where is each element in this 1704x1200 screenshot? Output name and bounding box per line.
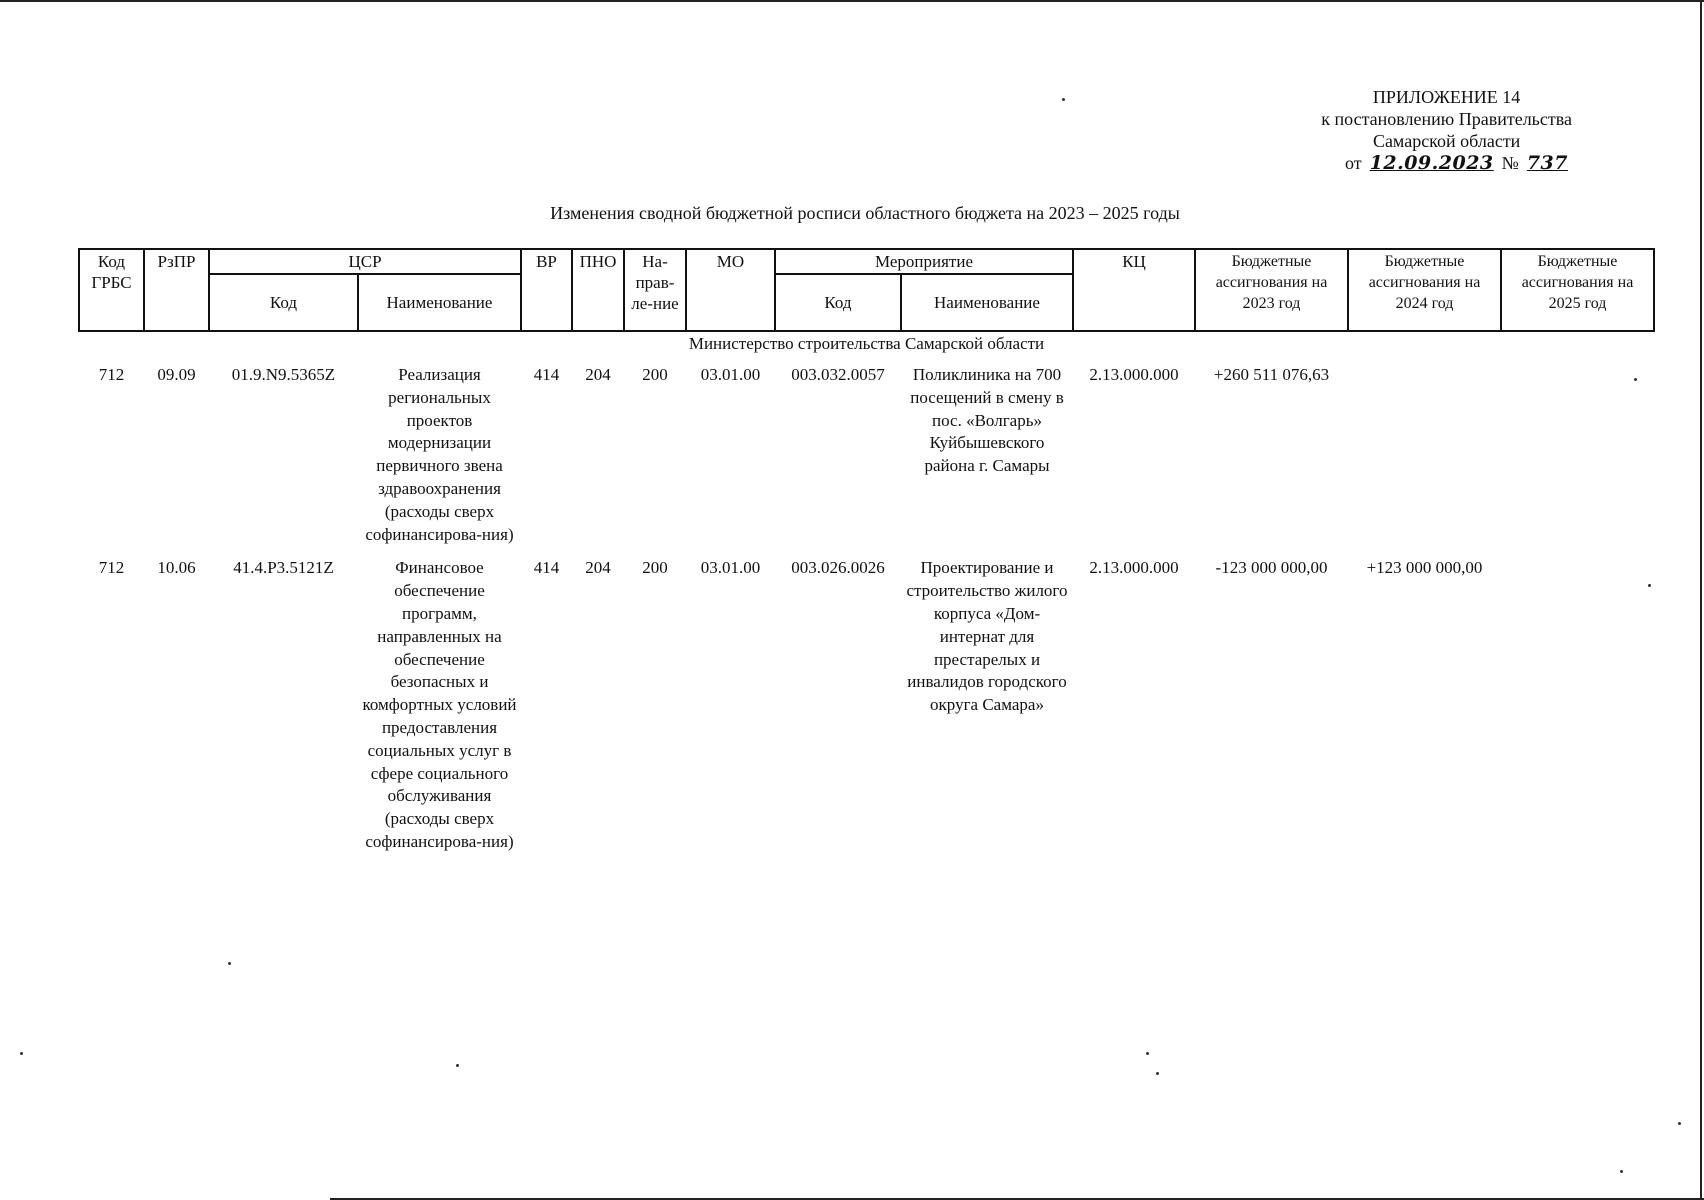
- cell-csr-name: Финансовое обеспечение программ, направленных на обеспечение безопасных и комфортных условий предоставления социальных услуг в сфере социального обслуживания (расходы сверх софинансирова-ния): [362, 558, 517, 851]
- cell-mer-kod: 003.032.0057: [791, 365, 885, 384]
- scan-speck: [1062, 98, 1065, 101]
- cell-csr-name: Реализация региональных проектов модернизации первичного звена здравоохранения (расходы сверх софинансирова-ния): [365, 365, 514, 544]
- document-title: Изменения сводной бюджетной росписи областного бюджета на 2023 – 2025 годы: [550, 203, 1180, 223]
- cell-grbs: 712: [98, 365, 125, 384]
- cell-ba-2024: +123 000 000,00: [1366, 558, 1483, 578]
- cell-grbs: 712: [98, 558, 125, 578]
- cell-rzpr: 10.06: [157, 558, 196, 578]
- cell-mer-name: Проектирование и строительство жилого корпуса «Дом-интернат для престарелых и инвалидов городского округа Самара»: [906, 558, 1068, 715]
- header-csr: ЦСР: [209, 249, 521, 274]
- cell-ba-2025: [1501, 547, 1654, 854]
- cell-napravlenie: 200: [642, 365, 668, 384]
- header-csr-kod: Код: [209, 274, 358, 331]
- scan-speck: [1146, 1052, 1149, 1055]
- handwritten-number: 737: [1526, 152, 1568, 174]
- cell-csr-kod: 41.4.P3.5121Z: [233, 558, 334, 578]
- scan-edge-right: [1700, 0, 1702, 1200]
- cell-mo: 03.01.00: [700, 365, 761, 384]
- appendix-line-2: к постановлению Правительства: [1321, 109, 1572, 129]
- header-kod-grbs: Код ГРБС: [79, 249, 144, 331]
- cell-vr: 414: [533, 365, 560, 384]
- header-mer-name: Наименование: [901, 274, 1073, 331]
- cell-napravlenie: 200: [642, 558, 668, 578]
- scan-speck: [1620, 1170, 1623, 1173]
- cell-pno: 204: [585, 365, 611, 384]
- date-prefix: от: [1345, 153, 1362, 173]
- cell-ba-2024: [1348, 358, 1501, 547]
- scan-speck: [1678, 1122, 1681, 1125]
- appendix-date-line: [1321, 152, 1572, 174]
- header-csr-name: Наименование: [358, 274, 521, 331]
- section-title: Министерство строительства Самарской области: [688, 334, 1045, 353]
- cell-mer-name: Поликлиника на 700 посещений в смену в пос. «Волгарь» Куйбышевского района г. Самары: [910, 365, 1064, 476]
- header-ba-2025: Бюджетные ассигнования на 2025 год: [1501, 249, 1654, 331]
- header-vr: ВР: [521, 249, 572, 331]
- number-prefix: №: [1501, 153, 1519, 173]
- cell-ba-2023: -123 000 000,00: [1215, 558, 1328, 578]
- budget-table: [78, 248, 1655, 855]
- scan-speck: [228, 962, 231, 965]
- table-row: [79, 358, 1654, 547]
- header-mer-kod: Код: [775, 274, 901, 331]
- table-row: [79, 547, 1654, 854]
- cell-csr-kod: 01.9.N9.5365Z: [231, 365, 336, 384]
- header-pno: ПНО: [572, 249, 624, 331]
- cell-kc: 2.13.000.000: [1089, 365, 1179, 384]
- cell-vr: 414: [533, 558, 560, 578]
- section-row: [79, 331, 1654, 358]
- cell-ba-2025: [1501, 358, 1654, 547]
- scan-speck: [20, 1052, 23, 1055]
- scan-edge-top: [0, 0, 1704, 2]
- handwritten-date: 12.09.2023: [1369, 152, 1494, 174]
- cell-kc: 2.13.000.000: [1089, 558, 1179, 578]
- header-ba-2024: Бюджетные ассигнования на 2024 год: [1348, 249, 1501, 331]
- header-meropriyatie: Мероприятие: [775, 249, 1073, 274]
- cell-mer-kod: 003.026.0026: [791, 558, 885, 578]
- header-kc: КЦ: [1073, 249, 1195, 331]
- appendix-title: ПРИЛОЖЕНИЕ 14: [1372, 87, 1521, 107]
- cell-mo: 03.01.00: [700, 558, 761, 578]
- appendix-line-3: Самарской области: [1372, 131, 1521, 151]
- header-napravlenie: На-прав-ле-ние: [624, 249, 686, 331]
- cell-rzpr: 09.09: [157, 365, 196, 384]
- header-mo: МО: [686, 249, 775, 331]
- cell-ba-2023: +260 511 076,63: [1213, 365, 1330, 384]
- cell-pno: 204: [585, 558, 611, 578]
- header-ba-2023: Бюджетные ассигнования на 2023 год: [1195, 249, 1348, 331]
- scan-speck: [1156, 1072, 1159, 1075]
- header-rzpr: РзПР: [144, 249, 209, 331]
- scan-speck: [456, 1064, 459, 1067]
- appendix-block: [1321, 86, 1572, 174]
- table-header-row: [79, 249, 1654, 274]
